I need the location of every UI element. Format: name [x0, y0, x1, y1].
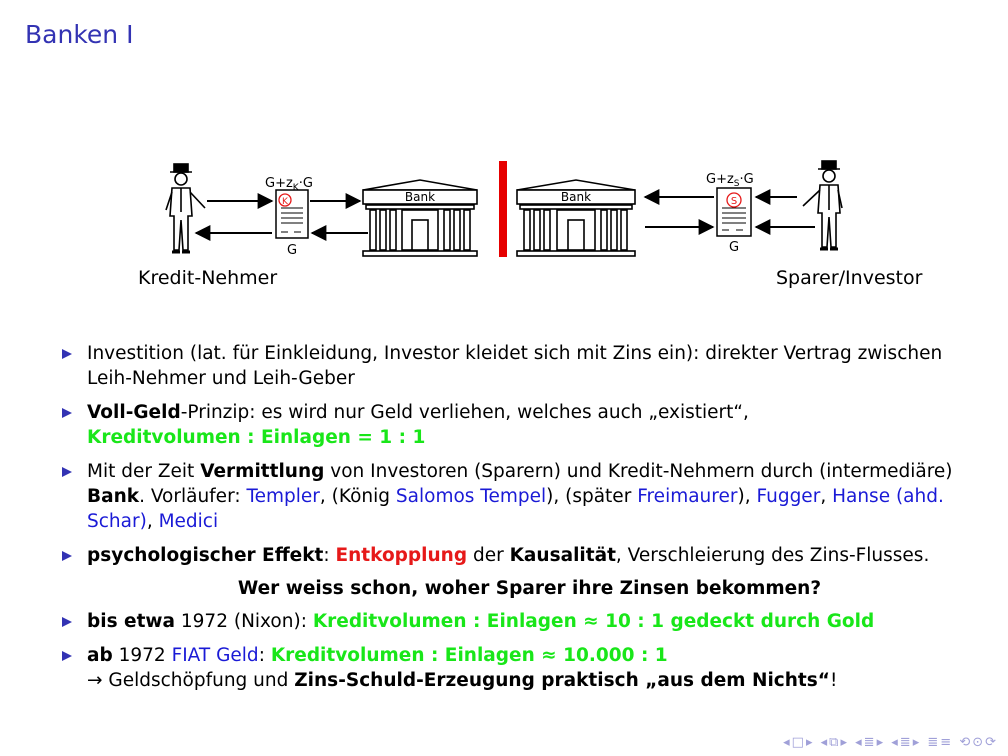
nav-search-icon[interactable]: ⟲⊙⟳ [959, 735, 998, 750]
nav-prev-frame-icon[interactable]: ◂ [783, 735, 792, 750]
nav-next-frame-icon[interactable]: ▸ [805, 735, 815, 750]
kredit-nehmer-caption: Kredit-Nehmer [138, 267, 278, 289]
kredit-nehmer-figure-icon [166, 164, 205, 252]
spar-mark: S [730, 196, 738, 207]
right-doc-top-label: $G+z_S\cdot G$ [706, 172, 754, 189]
link-salomos-tempel[interactable]: Salomos Tempel [395, 486, 547, 507]
bullet-bis-1972: bis etwa 1972 (Nixon): Kreditvolumen : Einlagen ≈ 10 : 1 gedeckt durch Gold [62, 609, 972, 634]
link-hanse[interactable]: Hanse (ahd. Schar) [87, 486, 944, 532]
nav-next-section-icon[interactable]: ▸ [876, 735, 886, 750]
nav-next-part-icon[interactable]: ▸ [912, 735, 922, 750]
link-fugger[interactable]: Fugger [756, 486, 821, 507]
nav-subsection-icon: ⧉ [829, 735, 841, 750]
nav-frame-icon: □ [791, 735, 806, 750]
kredit-contract-icon [276, 190, 308, 238]
bullet-triangle-icon [62, 467, 72, 477]
bullet-voll-geld: Voll-Geld-Prinzip: es wird nur Geld verliehen, welches auch „existiert“, Kreditvolumen : Einlagen = 1 : 1 [62, 400, 972, 450]
sparer-investor-figure-icon [803, 161, 842, 249]
nav-part-icon: ≣ [899, 735, 913, 750]
nav-prev-part-icon[interactable]: ◂ [891, 735, 900, 750]
bank-label-left: Bank [404, 190, 436, 204]
link-templer[interactable]: Templer [246, 486, 320, 507]
slide-title: Banken I [25, 20, 134, 49]
bullet-investition: Investition (lat. für Einkleidung, Investor kleidet sich mit Zins ein): direkter Vertrag zwischen Leih-Nehmer und Leih-Geber [62, 341, 972, 391]
divider-bar [499, 161, 507, 257]
bullet-list [62, 341, 972, 702]
nav-prev-section-icon[interactable]: ◂ [855, 735, 864, 750]
link-medici[interactable]: Medici [158, 511, 219, 532]
question-line: Wer weiss schon, woher Sparer ihre Zinsen bekommen? [237, 578, 822, 599]
kredit-mark: K [282, 197, 288, 207]
left-doc-bottom-label: G [286, 243, 298, 258]
spar-contract-icon [717, 188, 751, 236]
bank-label-right: Bank [560, 190, 592, 204]
bullet-psychologischer-effekt: psychologischer Effekt: Entkopplung der Kausalität, Verschleierung des Zins-Flusses. [62, 543, 972, 568]
sparer-investor-caption: Sparer/Investor [776, 267, 923, 289]
nav-section-icon: ≣ [863, 735, 877, 750]
link-freimaurer[interactable]: Freimaurer [637, 486, 738, 507]
bullet-triangle-icon [62, 651, 72, 661]
bullet-vermittlung: Mit der Zeit Vermittlung von Investoren (Sparern) und Kredit-Nehmern durch (intermediäre) Bank. Vorläufer: Templer, (König Salomos Tempel), (später Freimaurer), Fugger, Hanse (ahd. Schar), Medici [62, 459, 972, 534]
link-fiat-geld[interactable]: FIAT Geld [171, 645, 259, 666]
right-doc-bottom-label: G [728, 240, 740, 255]
bullet-ab-1972: ab 1972 FIAT Geld: Kreditvolumen : Einlagen ≈ 10.000 : 1 → Geldschöpfung und Zins-Schuld-Erzeugung praktisch „aus dem Nichts“! [62, 643, 972, 693]
bank-flow-diagram [0, 150, 1008, 265]
beamer-navigation-bar [783, 735, 998, 750]
nav-next-subsection-icon[interactable]: ▸ [840, 735, 849, 750]
bullet-triangle-icon [62, 551, 72, 561]
bullet-triangle-icon [62, 349, 72, 359]
bullet-triangle-icon [62, 408, 72, 418]
nav-toc-icon[interactable]: ≣ [927, 735, 941, 750]
nav-prev-subsection-icon[interactable]: ◂ [820, 735, 830, 750]
nav-align-icon[interactable]: ≡ [940, 735, 954, 750]
left-doc-top-label: $G+z_K\cdot G$ [265, 176, 313, 193]
bullet-triangle-icon [62, 617, 72, 627]
